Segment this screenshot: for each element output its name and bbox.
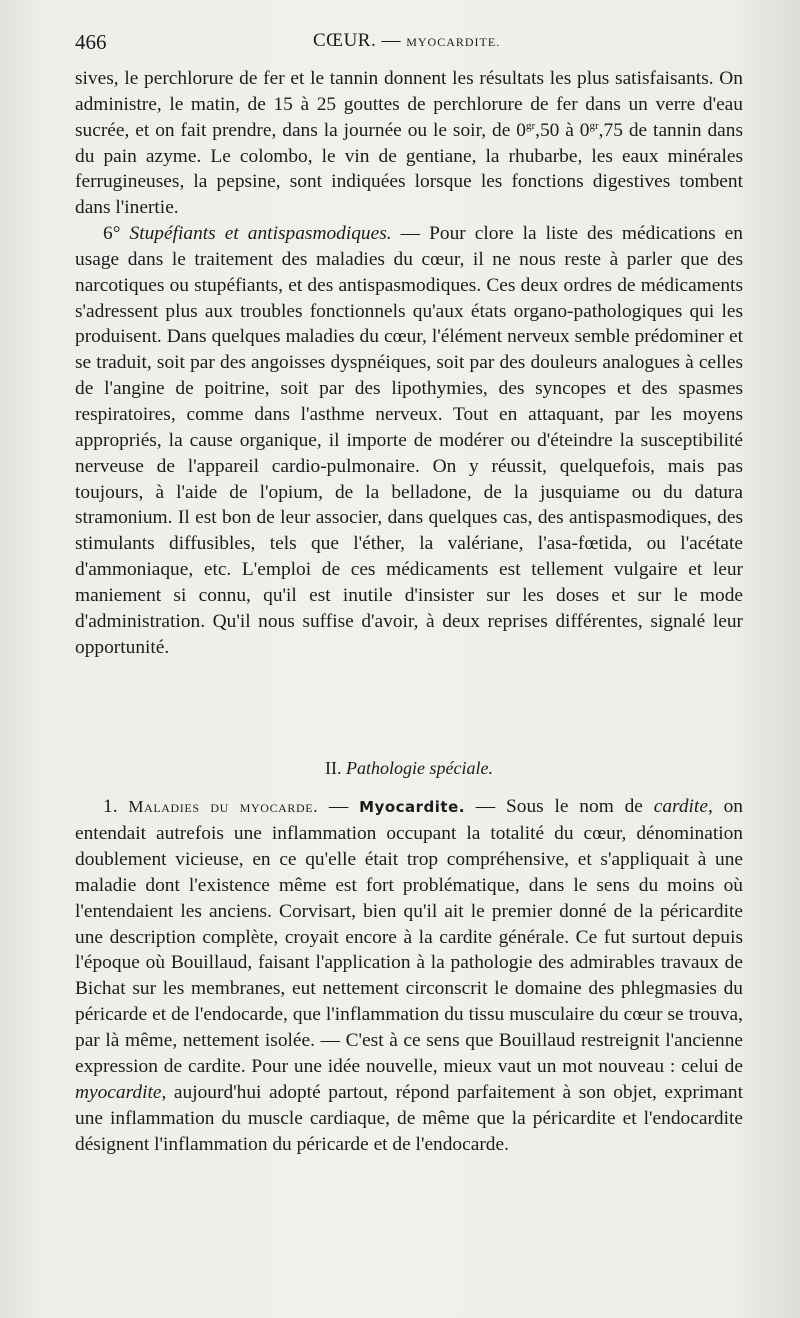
running-title-sub: MYOCARDITE. — [406, 35, 501, 49]
main-text-top — [75, 66, 743, 660]
term-myocardite: myocardite — [75, 1081, 162, 1103]
para3-heading: Myocardite. — [359, 798, 465, 816]
para1-text-a: sives, le perchlorure de fer et le tannin donnent les résultats les plus satisfaisants. On administre, le matin, de 15 à 25 gouttes de perchlorure de fer dans un verre d'eau sucrée, et on fait prendre, dans la journée ou le soir, de 0 — [75, 68, 743, 141]
section-heading — [75, 758, 743, 779]
paragraph-myocardite — [75, 794, 743, 1158]
para3-text-a: — Sous le nom de — [464, 796, 654, 817]
para1-text-b: ,50 à 0 — [535, 119, 590, 141]
term-cardite: cardite — [653, 796, 708, 817]
para2-title: Stupéfiants et antispasmodiques. — [129, 223, 392, 245]
paragraph-stupefiants — [75, 221, 743, 660]
running-header — [75, 30, 745, 60]
main-text-bottom — [75, 794, 743, 1158]
para1-text-c: ,75 de tannin dans du pain azyme. Le colombo, le vin de gentiane, la rhubarbe, les eaux minérales ferrugineuses, la pepsine, sont indiquées lorsque les fonctions digestives tombent dans l'inertie. — [75, 119, 743, 219]
section-roman: II. — [325, 758, 347, 778]
para2-text: — Pour clore la liste des médications en usage dans le traitement des maladies du cœur, il ne nous reste à parler que des narcotiques ou stupéfiants, et des antispasmodiques. Ces deux ordres de médicaments s'adressent plus aux troubles fonctionnels qu'aux états organo-pathologiques qui les produisent. Dans quelques maladies du cœur, l'élément nerveux semble prédominer et se traduit, soit par des angoisses dyspnéiques, soit par des douleurs analogues à celles de l'angine de poitrine, soit par des lipothymies, des syncopes et des spasmes respiratoires, comme dans l'asthme nerveux. Tout en attaquant, par les moyens appropriés, la cause organique, il importe de modérer ou d'éteindre la susceptibilité nerveuse de l'appareil cardio-pulmonaire. On y réussit, quelquefois, mais pas toujours, à l'aide de l'opium, de la belladone, de la jusquiame ou du datura stramonium. Il est bon de leur associer, dans quelques cas, des antispasmodiques, des stimulants diffusibles, tels que l'éther, la valériane, l'asa-fœtida, ou l'acétate d'ammoniaque, etc. L'emploi de ces médicaments est tellement vulgaire et leur maniement si connu, qu'il est inutile d'insister sur les doses et sur le mode d'administration. Qu'il nous suffise d'avoir, à deux reprises différentes, signalé leur opportunité. — [75, 223, 743, 658]
para2-number: 6° — [103, 223, 130, 245]
running-title — [313, 30, 500, 52]
unit-gram-2: gr — [589, 119, 599, 132]
running-title-separator: — — [376, 30, 407, 51]
para3-label: Maladies du myocarde. — [128, 797, 319, 816]
running-title-main: CŒUR. — [313, 30, 377, 51]
paragraph-iron-tannin — [75, 66, 743, 221]
para3-text-b: , on entendait autrefois une inflammation occupant la totalité du cœur, dénomination doublement vicieuse, en ce qu'elle était trop compréhensive, et s'appliquait à une maladie dont l'existence même est fort problématique, dans le sens du moins où l'entendaient les anciens. Corvisart, bien qu'il ait le premier donné de la péricardite une description complète, croyait encore à la cardite générale. Ce fut surtout depuis l'époque où Bouillaud, faisant l'application à la pathologie des admirables travaux de Bichat sur les membranes, eut nettement circonscrit le domaine des phlegmasies du péricarde et de l'endocarde, que l'inflammation du tissu musculaire du cœur se trouva, par là même, nettement isolée. — C'est à ce sens que Bouillaud restreignit l'ancienne expression de cardite. Pour une idée nouvelle, mieux vaut un mot nouveau : celui de — [75, 796, 743, 1078]
para3-number: 1. — [103, 796, 129, 817]
page-number: 466 — [75, 30, 107, 54]
para3-text-c: , aujourd'hui adopté partout, répond parfaitement à son objet, exprimant une inflammation du muscle cardiaque, de même que la péricardite et l'endocardite désignent l'inflammation du péricarde et de l'endocarde. — [75, 1081, 743, 1155]
para3-sep: — — [318, 796, 360, 817]
section-title-text: Pathologie spéciale. — [346, 758, 493, 778]
unit-gram-1: gr — [525, 119, 536, 132]
